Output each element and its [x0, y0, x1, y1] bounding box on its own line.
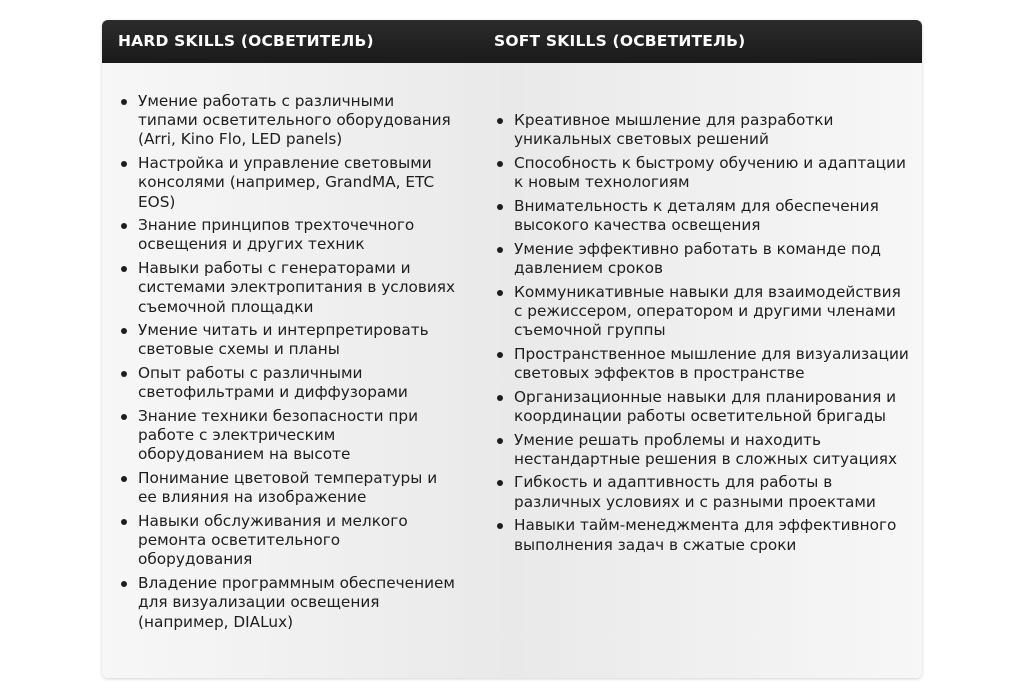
bullet-icon	[121, 99, 127, 105]
hard-skill-text: Понимание цветовой температуры и ее влияния на изображение	[138, 469, 438, 507]
bullet-icon	[497, 395, 503, 401]
bullet-icon	[497, 161, 503, 167]
hard-skill-text: Умение читать и интерпретировать световые схемы и планы	[138, 321, 429, 359]
list-item	[494, 345, 914, 383]
soft-skill-text: Умение эффективно работать в команде под давлением сроков	[514, 239, 881, 277]
soft-skill-text: Креативное мышление для разработки уникальных световых решений	[514, 111, 834, 149]
bullet-icon	[497, 204, 503, 210]
bullet-icon	[497, 523, 503, 529]
hard-skill-text: Настройка и управление световыми консолями (например, GrandMA, ETC EOS)	[138, 154, 435, 211]
bullet-icon	[121, 519, 127, 525]
bullet-icon	[121, 581, 127, 587]
hard-skills-list	[118, 92, 458, 636]
list-item	[118, 92, 458, 150]
hard-skill-text: Навыки обслуживания и мелкого ремонта осветительного оборудования	[138, 512, 408, 569]
bullet-icon	[497, 247, 503, 253]
hard-skill-text: Умение работать с различными типами осветительного оборудования (Arri, Kino Flo, LED panels)	[138, 92, 451, 149]
soft-skill-text: Внимательность к деталям для обеспечения высокого качества освещения	[514, 196, 879, 235]
bullet-icon	[497, 352, 503, 358]
hard-skills-header: HARD SKILLS (ОСВЕТИТЕЛЬ)	[118, 32, 374, 50]
soft-skill-text: Умение решать проблемы и находить нестандартные решения в сложных ситуациях	[514, 430, 898, 468]
bullet-icon	[121, 161, 127, 167]
bullet-icon	[497, 438, 503, 444]
list-item	[494, 154, 914, 192]
list-item	[118, 154, 458, 212]
bullet-icon	[121, 328, 127, 334]
list-item	[494, 111, 914, 149]
skills-table	[102, 20, 922, 678]
bullet-icon	[121, 476, 127, 482]
bullet-icon	[497, 118, 503, 124]
list-item	[118, 216, 458, 254]
soft-skills-list	[494, 111, 914, 559]
soft-skill-text: Коммуникативные навыки для взаимодействия с режиссером, оператором и другими членами съемочной группы	[514, 282, 901, 340]
bullet-icon	[121, 371, 127, 377]
soft-skills-header: SOFT SKILLS (ОСВЕТИТЕЛЬ)	[494, 32, 746, 50]
hard-skill-text: Знание техники безопасности при работе с электрическим оборудованием на высоте	[138, 407, 419, 464]
list-item	[118, 469, 458, 507]
list-item	[494, 197, 914, 235]
list-item	[118, 321, 458, 359]
hard-skill-text: Владение программным обеспечением для визуализации освещения (например, DIALux)	[138, 574, 455, 631]
table-header	[102, 20, 922, 63]
bullet-icon	[497, 290, 503, 296]
list-item	[118, 512, 458, 570]
soft-skill-text: Организационные навыки для планирования и координации работы осветительной бригады	[514, 387, 897, 425]
list-item	[494, 431, 914, 469]
bullet-icon	[121, 266, 127, 272]
list-item	[118, 407, 458, 465]
list-item	[118, 259, 458, 317]
list-item	[118, 574, 458, 632]
bullet-icon	[497, 480, 503, 486]
hard-skill-text: Навыки работы с генераторами и системами электропитания в условиях съемочной площадки	[138, 259, 456, 316]
soft-skill-text: Способность к быстрому обучению и адаптации к новым технологиям	[514, 153, 906, 192]
soft-skill-text: Навыки тайм-менеджмента для эффективного выполнения задач в сжатые сроки	[514, 516, 897, 554]
list-item	[494, 516, 914, 554]
list-item	[494, 240, 914, 278]
bullet-icon	[121, 414, 127, 420]
soft-skill-text: Гибкость и адаптивность для работы в различных условиях и с разными проектами	[514, 473, 876, 511]
list-item	[494, 473, 914, 511]
bullet-icon	[121, 223, 127, 229]
list-item	[118, 364, 458, 402]
hard-skill-text: Опыт работы с различными светофильтрами и диффузорами	[138, 364, 408, 402]
list-item	[494, 283, 914, 341]
list-item	[494, 388, 914, 426]
hard-skill-text: Знание принципов трехточечного освещения и других техник	[138, 216, 415, 254]
soft-skill-text: Пространственное мышление для визуализации световых эффектов в пространстве	[514, 344, 909, 382]
